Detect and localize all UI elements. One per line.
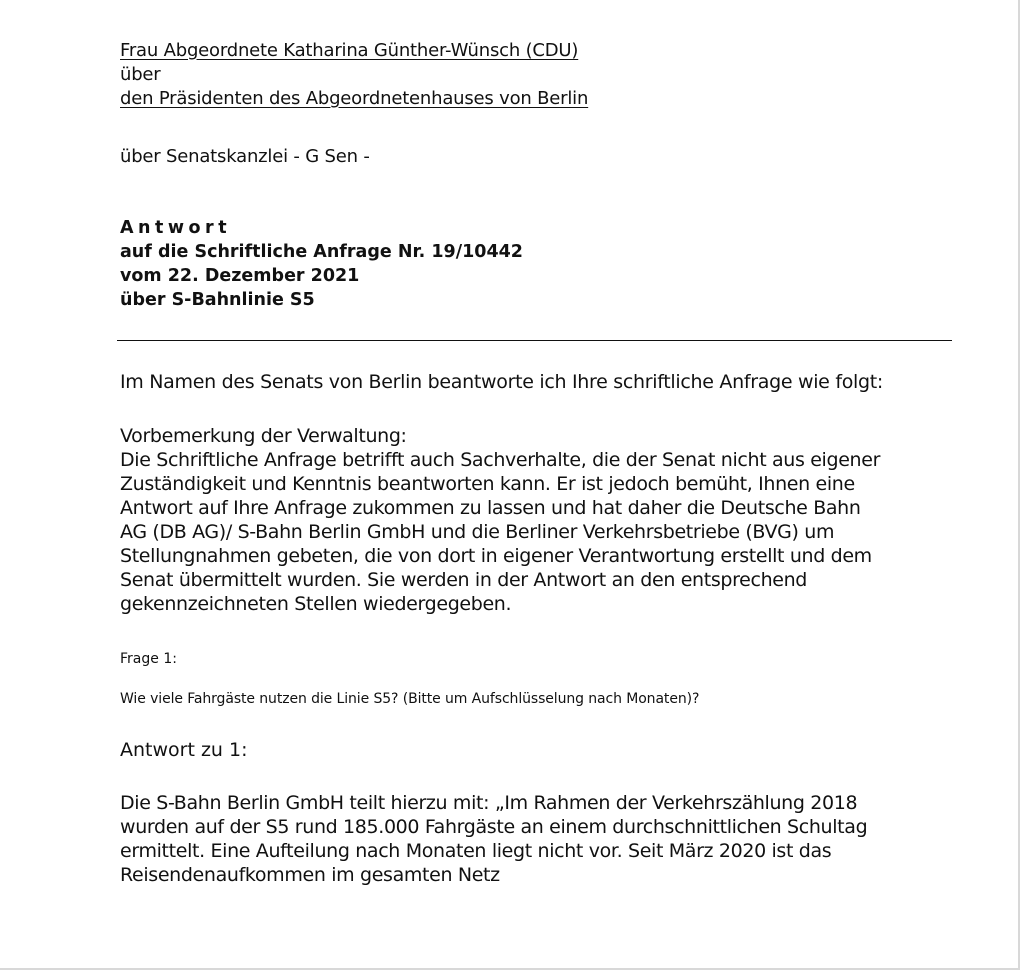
preliminary-line: Zuständigkeit und Kenntnis beantworten kann. Er ist jedoch bemüht, Ihnen eine: [120, 473, 855, 495]
answer-1-text: [120, 791, 960, 887]
recipient-name: Frau Abgeordnete Katharina Günther-Wünsch (CDU): [120, 40, 579, 61]
answer-line: Reisendenaufkommen im gesamten Netz: [120, 864, 500, 886]
preliminary-line: AG (DB AG)/ S-Bahn Berlin GmbH und die Berliner Verkehrsbetriebe (BVG) um: [120, 521, 835, 543]
preliminary-line: Senat übermittelt wurden. Sie werden in der Antwort an den entsprechend: [120, 569, 808, 591]
inquiry-number: auf die Schriftliche Anfrage Nr. 19/10442: [120, 242, 523, 262]
answer-line: wurden auf der S5 rund 185.000 Fahrgäste an einem durchschnittlichen Schultag: [120, 816, 868, 838]
heading-divider: [117, 340, 952, 341]
inquiry-date: vom 22. Dezember 2021: [120, 266, 360, 286]
preliminary-line: Stellungnahmen gebeten, die von dort in eigener Verantwortung erstellt und dem: [120, 545, 872, 567]
recipient-president: den Präsidenten des Abgeordnetenhauses von Berlin: [120, 88, 589, 109]
senate-chancellery-line: über Senatskanzlei - G Sen -: [120, 146, 370, 167]
answer-line: ermittelt. Eine Aufteilung nach Monaten liegt nicht vor. Seit März 2020 ist das: [120, 840, 832, 862]
preliminary-line: Die Schriftliche Anfrage betrifft auch Sachverhalte, die der Senat nicht aus eigener: [120, 449, 881, 471]
preliminary-line: gekennzeichneten Stellen wiedergegeben.: [120, 593, 512, 615]
question-1-text: Wie viele Fahrgäste nutzen die Linie S5? (Bitte um Aufschlüsselung nach Monaten)?: [120, 691, 700, 707]
answer-heading: [120, 216, 523, 312]
answer-1-label: Antwort zu 1:: [120, 739, 248, 761]
answer-title: Antwort: [120, 218, 232, 238]
recipient-address: [120, 39, 588, 111]
answer-line: Die S-Bahn Berlin GmbH teilt hierzu mit: „Im Rahmen der Verkehrszählung 2018: [120, 792, 858, 814]
preliminary-line: Antwort auf Ihre Anfrage zukommen zu lassen und hat daher die Deutsche Bahn: [120, 497, 861, 519]
inquiry-subject: über S-Bahnlinie S5: [120, 290, 315, 310]
recipient-via: über: [120, 64, 161, 85]
preliminary-remark: [120, 424, 960, 616]
question-1-label: Frage 1:: [120, 651, 177, 667]
intro-paragraph: Im Namen des Senats von Berlin beantworte ich Ihre schriftliche Anfrage wie folgt:: [120, 371, 884, 393]
preliminary-title: Vorbemerkung der Verwaltung:: [120, 425, 407, 447]
